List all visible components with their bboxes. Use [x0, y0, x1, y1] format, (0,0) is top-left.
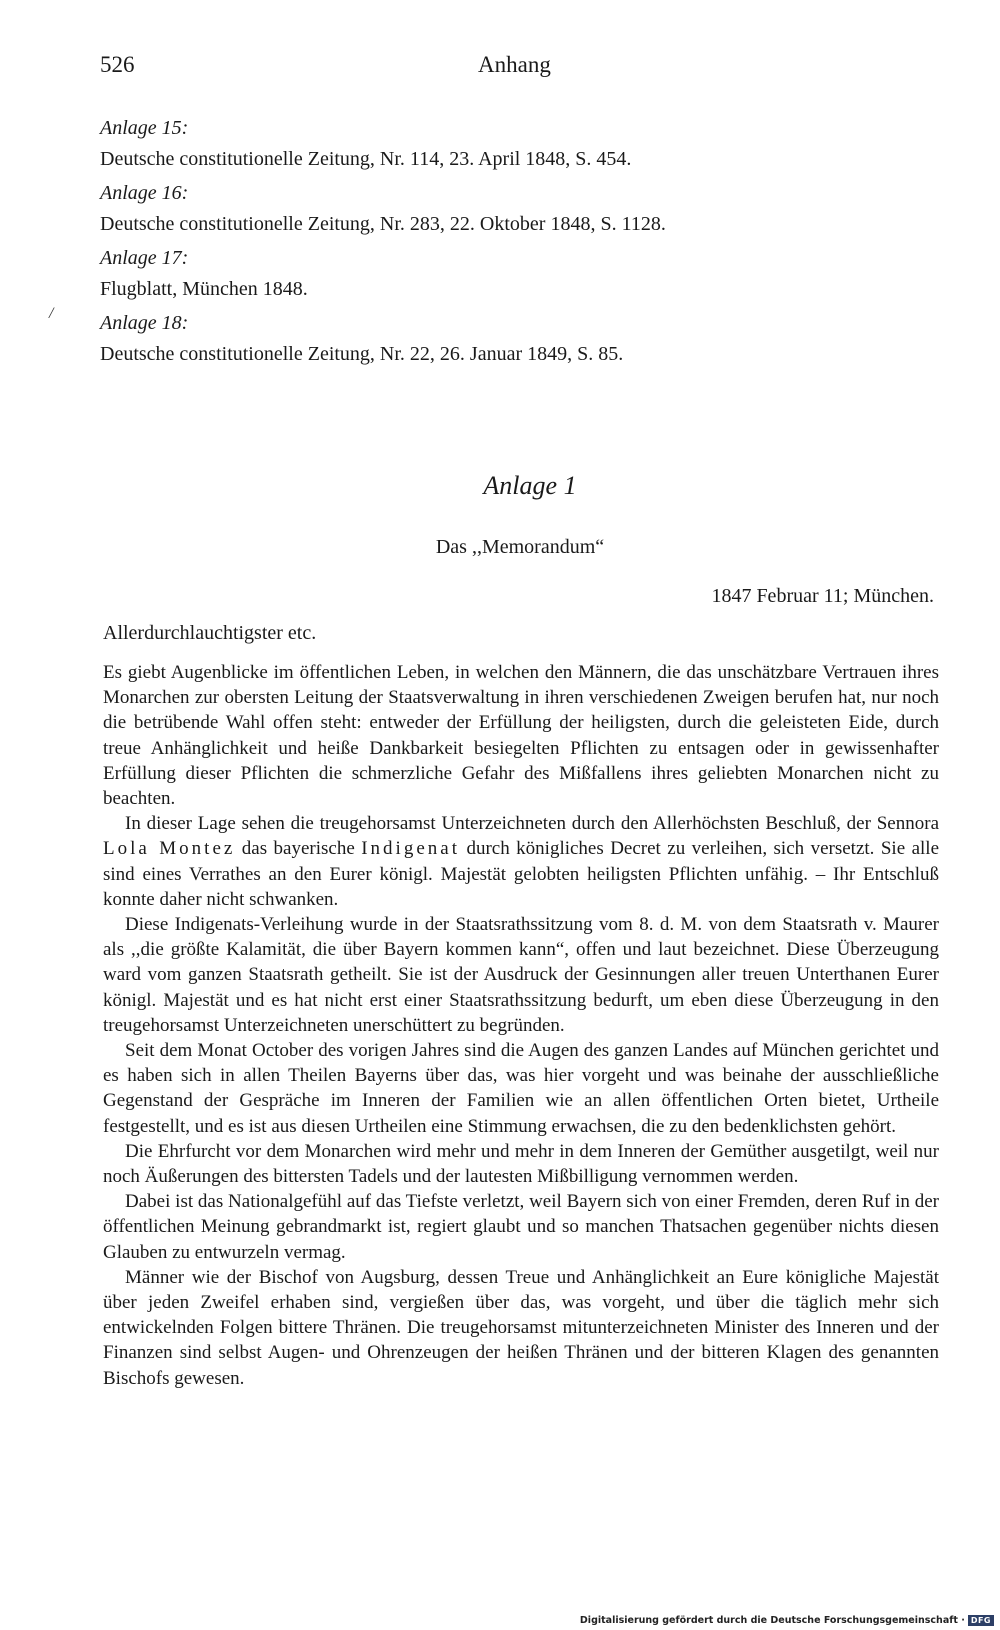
digitization-footer [580, 1615, 994, 1626]
source-citation: Deutsche constitutionelle Zeitung, Nr. 22, 26. Januar 1849, S. 85. [100, 343, 624, 365]
paragraph-text: In dieser Lage sehen die treugehorsamst Unterzeichneten durch den Allerhöchsten Beschluß, der Sennora [125, 813, 939, 835]
paragraph: Die Ehrfurcht vor dem Monarchen wird mehr und mehr in dem Inneren der Gemüther ausgetilgt, weil nur noch Äußerungen des bittersten Tadels und der lautesten Mißbilligung vernommen werden. [103, 1140, 939, 1188]
paragraph-text: das bayerische [241, 838, 355, 860]
spaced-term: Indigenat [361, 838, 460, 860]
section-heading: Anlage 1 [483, 471, 577, 500]
source-citation: Deutsche constitutionelle Zeitung, Nr. 283, 22. Oktober 1848, S. 1128. [100, 213, 666, 235]
source-list [100, 114, 920, 374]
paragraph [103, 811, 939, 912]
dateline: 1847 Februar 11; München. [711, 585, 934, 607]
source-label: Anlage 15: [100, 117, 189, 139]
paragraph: Seit dem Monat October des vorigen Jahres sind die Augen des ganzen Landes auf München gerichtet und es haben sich in allen Theilen Bayerns über das, was hier vorgeht und was beinahe der ausschließliche Gegenstand der Gespräche im Inneren der Familien wie an allen öffentlichen Orten bietet, Urtheile festgestellt, und es ist aus diesen Urtheilen eine Stimmung erwachsen, die zu den bedenklichsten gehört. [103, 1040, 939, 1137]
source-label: Anlage 17: [100, 247, 189, 269]
paragraph: Dabei ist das Nationalgefühl auf das Tiefste verletzt, weil Bayern sich von einer Fremden, deren Ruf in der öffentlichen Meinung gebrandmarkt ist, regiert glaubt und so manchen Thatsachen gegenüber nichts diesen Glauben zu entwurzeln vermag. [103, 1191, 939, 1263]
source-label: Anlage 16: [100, 182, 189, 204]
salutation: Allerdurchlauchtigster etc. [103, 622, 317, 644]
paragraph: Es giebt Augenblicke im öffentlichen Leben, in welchen den Männern, die das unschätzbare Vertrauen ihres Monarchen zur obersten Leitung der Staatsverwaltung in ihren verschiedenen Zweigen berufen hat, nur noch die betrübende Wahl offen steht: entweder der Erfüllung der heiligsten, durch die geleisteten Eide, durch treue Anhänglichkeit und heiße Dankbarkeit besiegelten Pflichten zu entsagen oder in gewissenhafter Erfüllung dieser Pflichten die schmerzliche Gefahr des Mißfallens ihres geliebten Monarchen nicht zu beachten. [103, 662, 939, 810]
paragraph: Männer wie der Bischof von Augsburg, dessen Treue und Anhänglichkeit an Eure königliche Majestät über jeden Zweifel erhaben sind, vergießen über das, was vorgeht, und über die täglich mehr sich entwickelnden Folgen bittere Thränen. Die treugehorsamst mitunterzeichneten Minister des Inneren und der Finanzen sind selbst Augen- und Ohrenzeugen der heißen Thränen und der bitteren Klagen des genannten Bischofs gewesen. [103, 1266, 939, 1389]
running-header: Anhang [478, 52, 551, 77]
spaced-name: Lola Montez [103, 838, 236, 860]
margin-mark: / [49, 305, 54, 322]
section-subtitle: Das ,,Memorandum“ [435, 536, 605, 558]
paragraph: Diese Indigenats-Verleihung wurde in der Staatsrathssitzung vom 8. d. M. von dem Staatsrath v. Maurer als ,,die größte Kalamität, die über Bayern kommen kann“, offen und laut bezeichnet. Diese Überzeugung ward vom ganzen Staatsrath getheilt. Sie ist der Ausdruck der Gesinnungen aller treuen Unterthanen Eurer königl. Majestät und es hat nicht erst einer Staatsrathssitzung bedurft, um eben diese Überzeugung in den treugehorsamst Unterzeichneten unerschüttert zu begründen. [103, 914, 939, 1036]
source-citation: Deutsche constitutionelle Zeitung, Nr. 114, 23. April 1848, S. 454. [100, 148, 632, 170]
page-number: 526 [100, 52, 135, 77]
document-body [103, 660, 939, 1391]
footer-text: Digitalisierung gefördert durch die Deutsche Forschungsgemeinschaft · [579, 1615, 965, 1626]
dfg-logo-icon: DFG [968, 1615, 994, 1626]
source-label: Anlage 18: [100, 312, 189, 334]
paragraph-text: durch königliches Decret zu verleihen, sich versetzt. Sie alle sind eines Verrathes an den Eurer königl. Majestät gelobten heiligsten Pflichten unfähig. – Ihr Entschluß konnte daher nicht schwanken. [103, 838, 940, 910]
source-citation: Flugblatt, München 1848. [100, 278, 308, 300]
